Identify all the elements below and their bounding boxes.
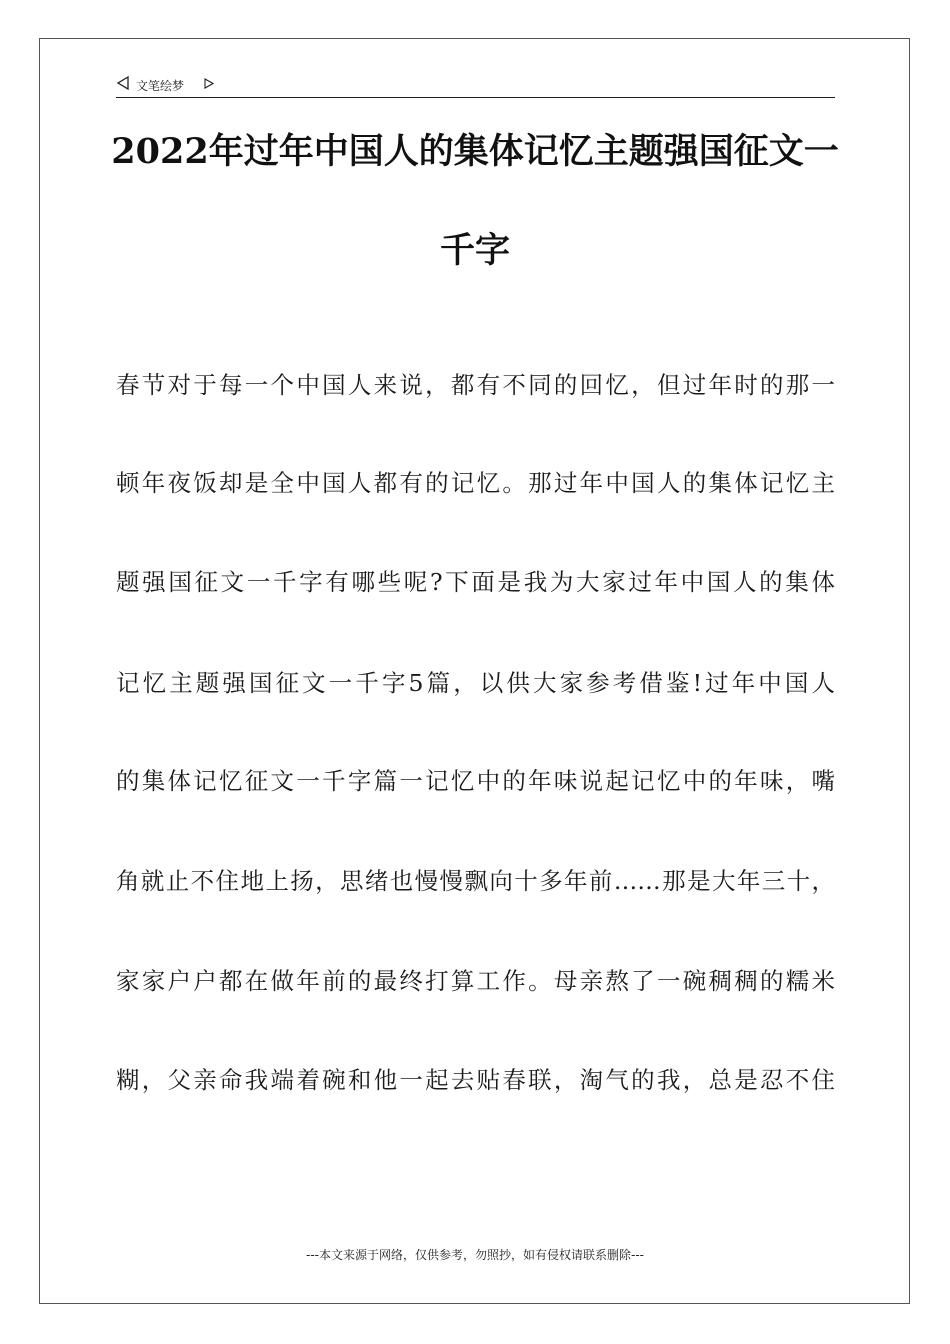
triangle-left-outline-icon xyxy=(116,76,130,90)
document-title-line-2: 千字 xyxy=(439,230,510,271)
document-title-line-1: 2022年过年中国人的集体记忆主题强国征文一 xyxy=(111,131,839,172)
body-line-7: 家家户户都在做年前的最终打算工作。母亲熬了一碗稠稠的糯米 xyxy=(116,967,835,995)
body-line-5: 的集体记忆征文一千字篇一记忆中的年味说起记忆中的年味，嘴 xyxy=(116,767,835,795)
triangle-right-outline-icon xyxy=(204,78,214,89)
body-line-8: 糊，父亲命我端着碗和他一起去贴春联，淘气的我，总是忍不住 xyxy=(116,1066,835,1094)
body-line-1: 春节对于每一个中国人来说，都有不同的回忆，但过年时的那一 xyxy=(116,371,835,399)
body-line-3: 题强国征文一千字有哪些呢?下面是我为大家过年中国人的集体 xyxy=(116,568,835,596)
page-header xyxy=(116,74,835,98)
page-footer-disclaimer: ---本文来源于网络，仅供参考，勿照抄，如有侵权请联系删除--- xyxy=(306,1248,644,1262)
body-line-2: 顿年夜饭却是全中国人都有的记忆。那过年中国人的集体记忆主 xyxy=(116,469,835,497)
body-line-6: 角就止不住地上扬，思绪也慢慢飘向十多年前……那是大年三十， xyxy=(116,867,835,895)
body-line-4: 记忆主题强国征文一千字5篇，以供大家参考借鉴!过年中国人 xyxy=(116,669,835,697)
header-brand-text: 文笔绘梦 xyxy=(136,79,185,93)
